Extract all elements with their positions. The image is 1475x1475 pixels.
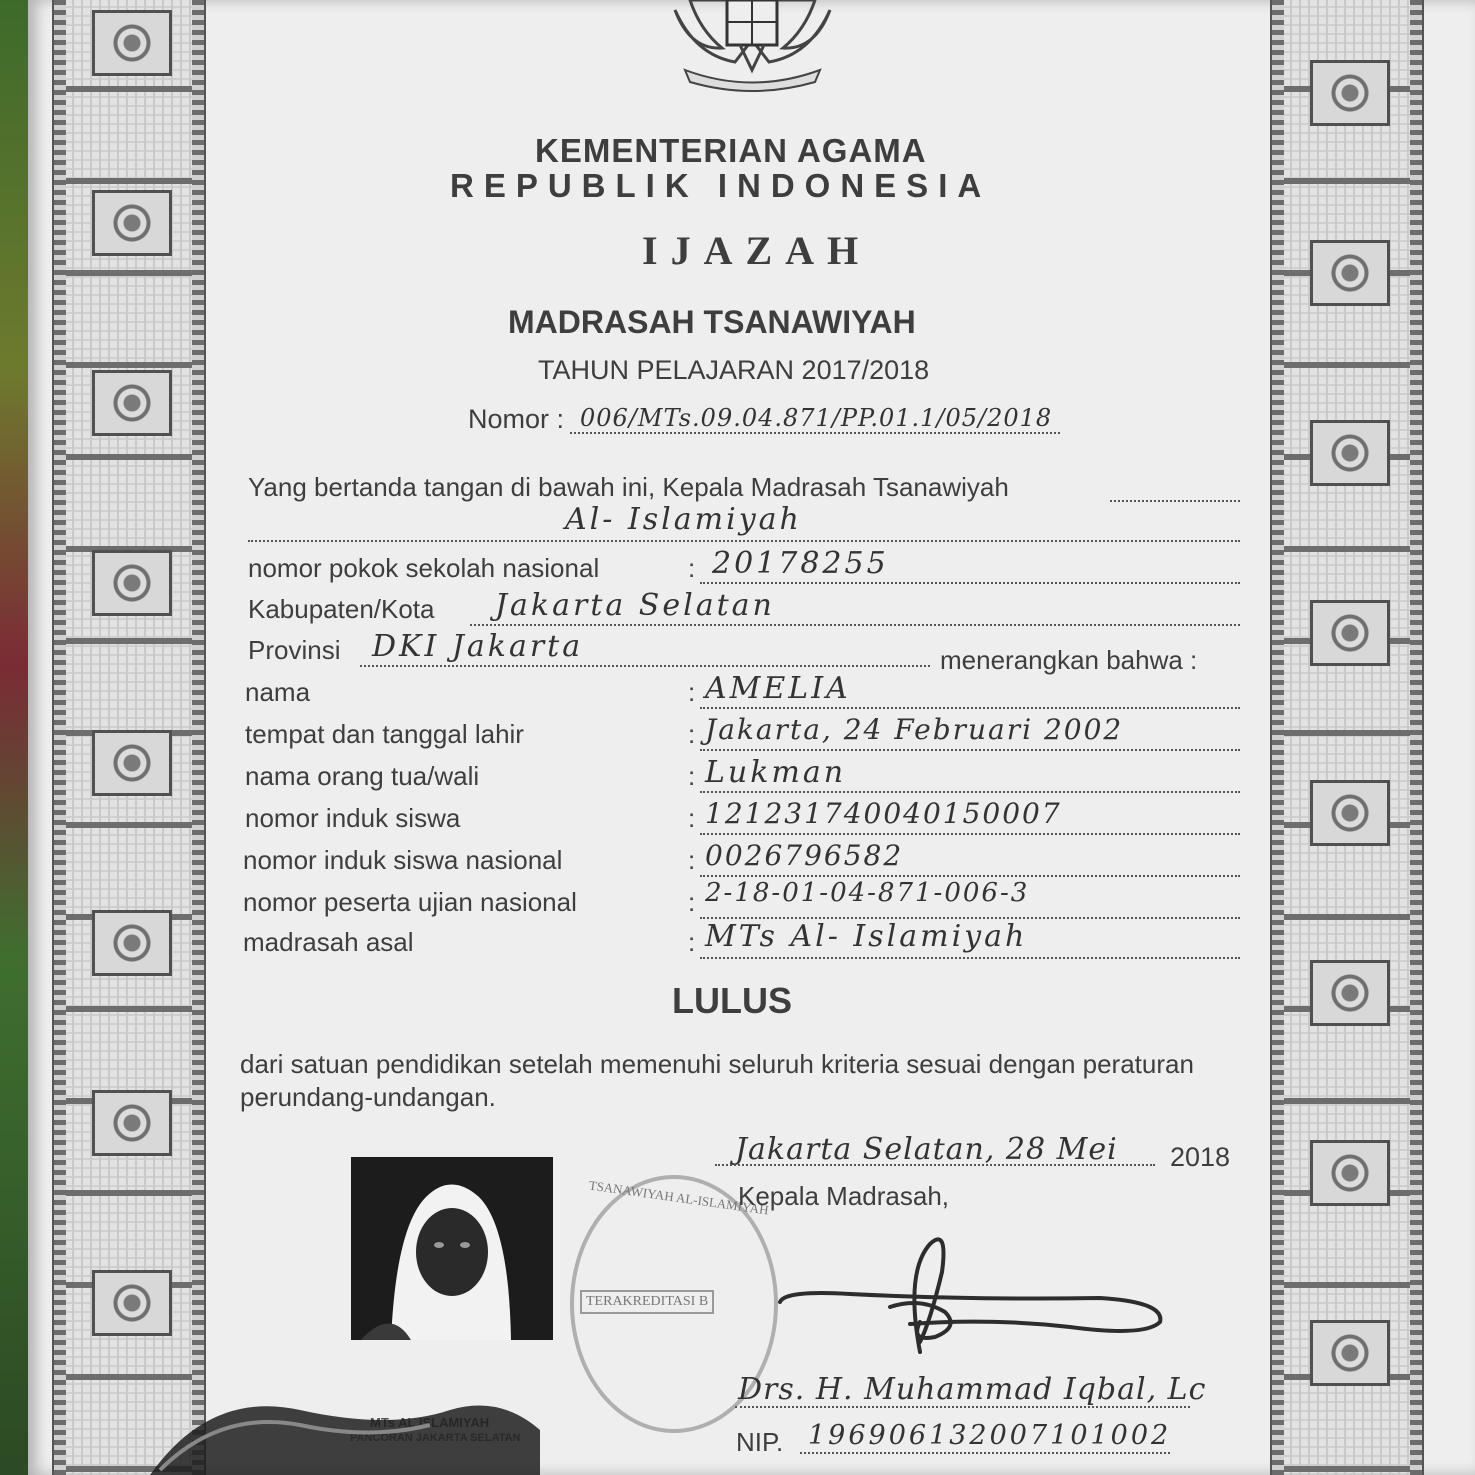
stamp-accreditation: TERAKREDITASI B [580, 1290, 714, 1314]
border-ornament [1310, 600, 1390, 666]
signatory-role: Kepala Madrasah, [738, 1181, 950, 1211]
place-date-value: Jakarta Selatan, 28 Mei [735, 1132, 1118, 1167]
border-ornament [1310, 240, 1390, 306]
nisn-label: nomor induk siswa nasional [243, 845, 563, 875]
nip-value: 196906132007101002 [808, 1420, 1172, 1451]
origin-school-value: MTs Al- Islamiyah [705, 919, 1028, 954]
field-colon: : [688, 887, 696, 917]
city-value: Jakarta Selatan [495, 588, 775, 623]
name-value: AMELIA [705, 671, 851, 706]
nip-label: NIP. [736, 1427, 784, 1457]
intro-text: Yang bertanda tangan di bawah ini, Kepala Madrasah Tsanawiyah [248, 472, 1009, 502]
certificate-number-label: Nomor : [468, 404, 565, 434]
field-colon: : [688, 719, 696, 749]
ministry-title: KEMENTERIAN AGAMA [535, 132, 927, 169]
dotted-line [700, 957, 1240, 959]
border-ornament [92, 370, 172, 436]
dotted-line [700, 582, 1240, 584]
result-statement-line1: dari satuan pendidikan setelah memenuhi seluruh kriteria sesuai dengan peraturan [240, 1049, 1194, 1079]
field-colon: : [688, 761, 696, 791]
field-colon: : [688, 553, 696, 583]
dotted-line [360, 665, 930, 667]
province-value: DKI Jakarta [372, 629, 584, 664]
parent-label: nama orang tua/wali [245, 761, 480, 791]
school-level-title: MADRASAH TSANAWIYAH [508, 304, 916, 340]
border-ornament [92, 1090, 172, 1156]
signature-year: 2018 [1170, 1142, 1231, 1172]
dotted-line [700, 875, 1240, 877]
student-photo [351, 1157, 553, 1340]
border-ornament [92, 1270, 172, 1336]
dotted-line [715, 1164, 1155, 1166]
ornamental-border-right [1270, 0, 1424, 1475]
border-ornament [1310, 780, 1390, 846]
dotted-line [700, 707, 1240, 709]
border-chain [192, 0, 204, 1475]
dotted-line [800, 1452, 1170, 1454]
origin-school-label: madrasah asal [243, 927, 414, 957]
document-type-title: IJAZAH [642, 228, 872, 273]
field-colon: : [688, 803, 696, 833]
border-ornament [1310, 1320, 1390, 1386]
province-label: Provinsi [248, 635, 341, 665]
signatory-name: Drs. H. Muhammad Iqbal, Lc [738, 1372, 1207, 1407]
dotted-line [700, 749, 1240, 751]
nis-value: 121231740040150007 [705, 797, 1062, 830]
birth-label: tempat dan tanggal lahir [245, 719, 524, 749]
border-ornament [92, 910, 172, 976]
border-ornament [92, 10, 172, 76]
border-ornament [92, 190, 172, 256]
school-name-value: Al- Islamiyah [565, 502, 802, 537]
border-ornament [1310, 60, 1390, 126]
border-ornament [92, 730, 172, 796]
border-ornament [1310, 1140, 1390, 1206]
country-title: REPUBLIK INDONESIA [450, 167, 992, 204]
parent-value: Lukman [705, 755, 847, 790]
dotted-line [735, 1406, 1190, 1408]
dotted-line [248, 540, 1240, 542]
handwritten-signature [770, 1232, 1170, 1367]
decorative-flourish-icon [150, 1370, 540, 1475]
border-chain [1272, 0, 1284, 1475]
ornamental-border-left [52, 0, 206, 1475]
garuda-emblem-icon [665, 0, 840, 100]
dotted-line [570, 432, 1060, 434]
name-label: nama [245, 677, 311, 707]
field-colon: : [688, 845, 696, 875]
nis-label: nomor induk siswa [245, 803, 461, 833]
city-label: Kabupaten/Kota [248, 594, 435, 624]
field-colon: : [688, 927, 696, 957]
nisn-value: 0026796582 [705, 839, 904, 872]
dotted-line [470, 624, 1240, 626]
dotted-line [1110, 500, 1240, 502]
dotted-line [700, 833, 1240, 835]
exam-number-label: nomor peserta ujian nasional [243, 887, 577, 917]
border-chain [54, 0, 66, 1475]
declares-text: menerangkan bahwa : [940, 645, 1198, 675]
border-ornament [1310, 420, 1390, 486]
dotted-line [700, 791, 1240, 793]
field-colon: : [688, 677, 696, 707]
npsn-label: nomor pokok sekolah nasional [248, 553, 600, 583]
exam-number-value: 2-18-01-04-871-006-3 [705, 878, 1030, 908]
result-status: LULUS [672, 980, 792, 1021]
stamp-text: TSANAWIYAH AL-ISLAMIYAH [587, 1177, 770, 1218]
certificate-number-value: 006/MTs.09.04.871/PP.01.1/05/2018 [580, 404, 1053, 432]
border-chain [1410, 0, 1422, 1475]
npsn-value: 20178255 [712, 546, 889, 581]
academic-year: TAHUN PELAJARAN 2017/2018 [538, 355, 930, 385]
birth-value: Jakarta, 24 Februari 2002 [705, 713, 1124, 746]
result-statement-line2: perundang-undangan. [240, 1082, 496, 1112]
border-ornament [92, 550, 172, 616]
border-ornament [1310, 960, 1390, 1026]
